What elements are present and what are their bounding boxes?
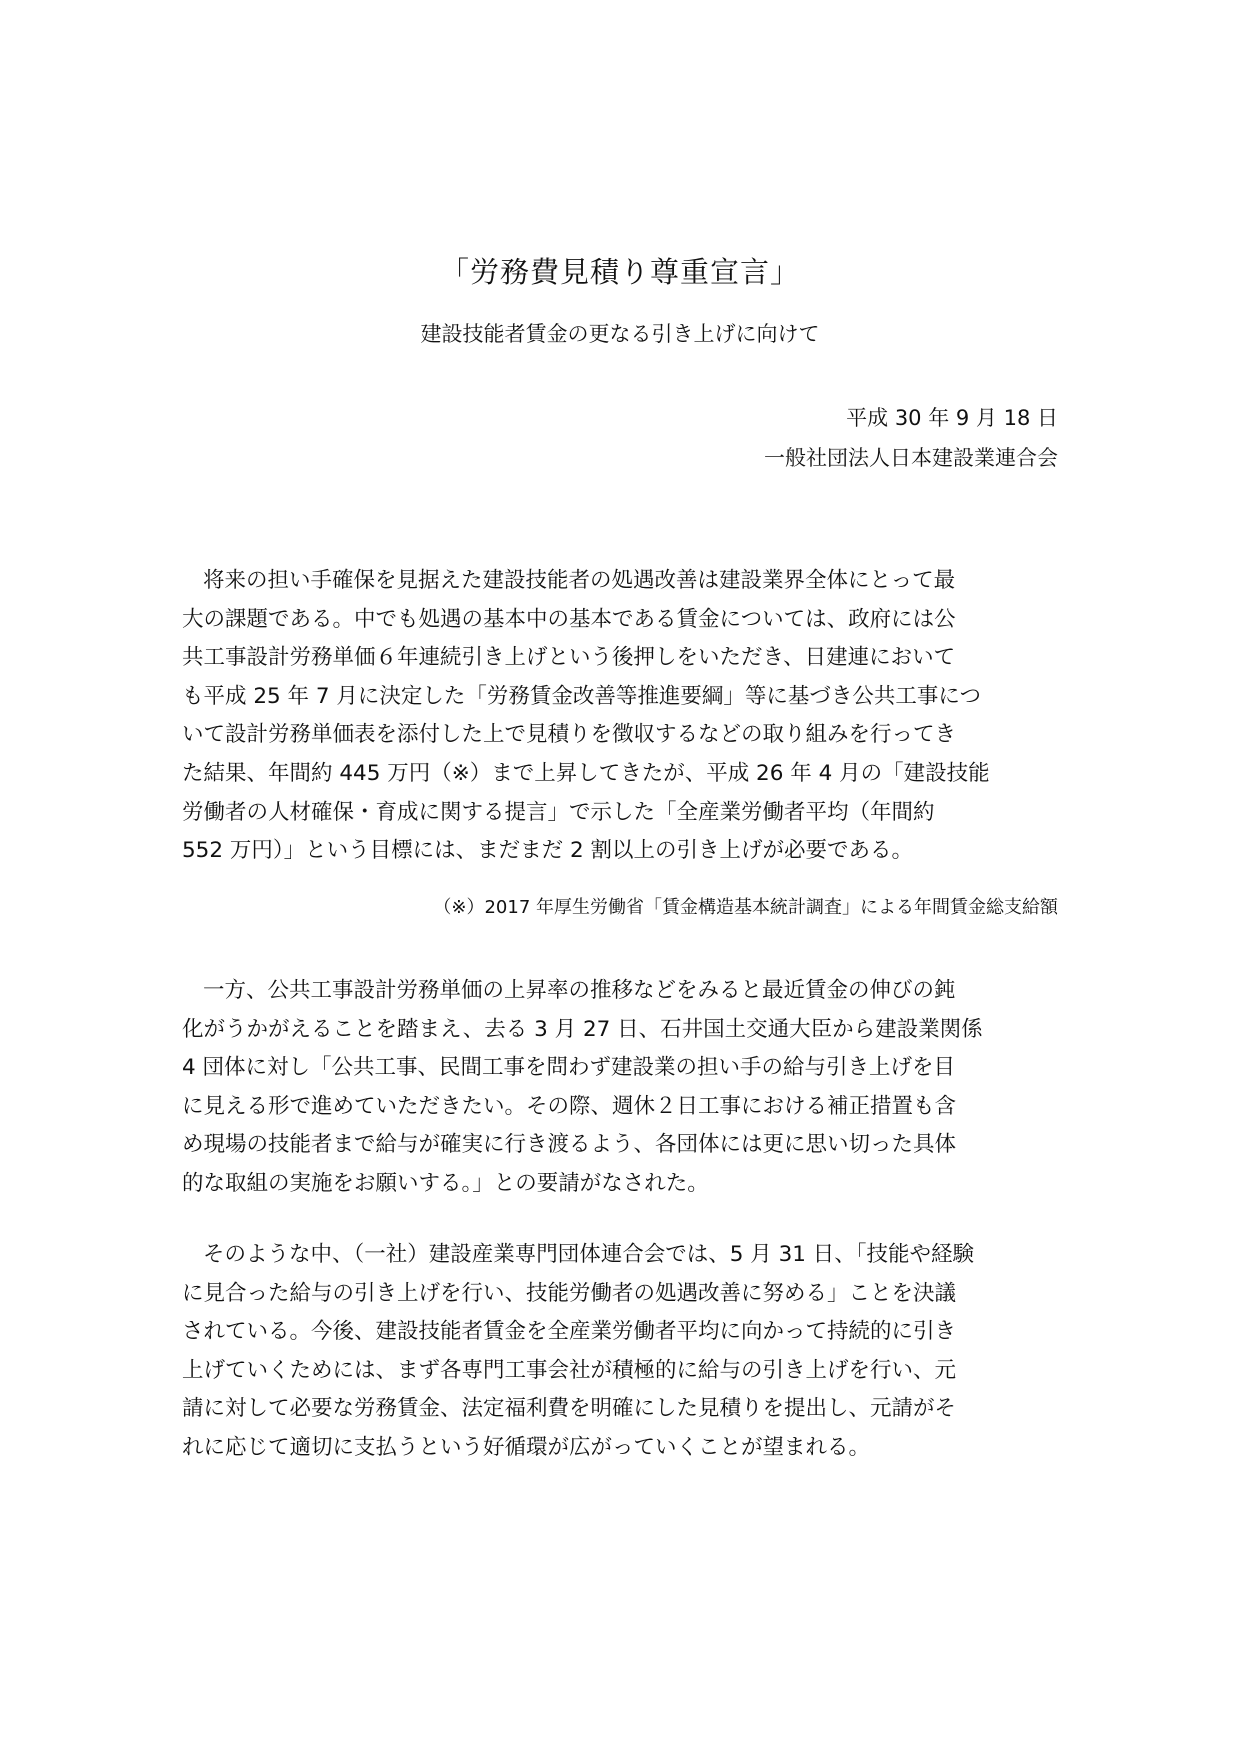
paragraph-line: た結果、年間約 445 万円（※）まで上昇してきたが、平成 26 年 4 月の「建設技能 — [182, 760, 990, 786]
paragraph-line: れに応じて適切に支払うという好循環が広がっていくことが望まれる。 — [182, 1434, 871, 1460]
paragraph-line: 的な取組の実施をお願いする。」との要請がなされた。 — [182, 1170, 709, 1196]
paragraph-line: 化がうかがえることを踏まえ、去る 3 月 27 日、石井国土交通大臣から建設業関係 — [182, 1016, 983, 1042]
paragraph-line: も平成 25 年 7 月に決定した「労務賃金改善等推進要綱」等に基づき公共工事につ — [182, 683, 981, 709]
paragraph-line: め現場の技能者まで給与が確実に行き渡るよう、各団体には更に思い切った具体 — [182, 1132, 957, 1158]
paragraph-resolution — [182, 1236, 1058, 1468]
paragraph-line: そのような中、（一社）建設産業専門団体連合会では、5 月 31 日、「技能や経験 — [203, 1242, 975, 1267]
paragraph-line: されている。今後、建設技能者賃金を全産業労働者平均に向かって持続的に引き — [182, 1319, 957, 1345]
paragraph-line: に見合った給与の引き上げを行い、技能労働者の処遇改善に努める」ことを決議 — [182, 1280, 957, 1306]
paragraph-line: 一方、公共工事設計労務単価の上昇率の推移などをみると最近賃金の伸びの鈍 — [203, 978, 956, 1003]
document-title: 「労務費見積り尊重宣言」 — [439, 255, 800, 289]
paragraph-line: 上げていくためには、まず各専門工事会社が積極的に給与の引き上げを行い、元 — [182, 1357, 957, 1383]
paragraph-line: 労働者の人材確保・育成に関する提言」で示した「全産業労働者平均（年間約 — [182, 799, 935, 825]
document-date: 平成 30 年 9 月 18 日 — [846, 406, 1058, 430]
paragraph-line: 4 団体に対し「公共工事、民間工事を問わず建設業の担い手の給与引き上げを目 — [182, 1055, 956, 1081]
paragraph-line: 共工事設計労務単価６年連続引き上げという後押しをいただき、日建連において — [182, 645, 956, 671]
paragraph-line: 将来の担い手確保を見据えた建設技能者の処遇改善は建設業界全体にとって最 — [203, 568, 956, 593]
paragraph-intro — [182, 562, 1058, 871]
document-subtitle: 建設技能者賃金の更なる引き上げに向けて — [420, 322, 820, 346]
issuing-organization: 一般社団法人日本建設業連合会 — [764, 446, 1058, 470]
paragraph-line: 大の課題である。中でも処遇の基本中の基本である賃金については、政府には公 — [182, 606, 956, 632]
paragraph-line: に見える形で進めていただきたい。その際、週休２日工事における補正措置も含 — [182, 1093, 957, 1119]
paragraph-line: 552 万円）」という目標には、まだまだ 2 割以上の引き上げが必要である。 — [182, 838, 913, 864]
paragraph-line: いて設計労務単価表を添付した上で見積りを徴収するなどの取り組みを行ってき — [182, 722, 957, 748]
paragraph-line: 請に対して必要な労務賃金、法定福利費を明確にした見積りを提出し、元請がそ — [182, 1396, 957, 1422]
footnote: （※）2017 年厚生労働省「賃金構造基本統計調査」による年間賃金総支給額 — [433, 897, 1058, 918]
paragraph-request — [182, 972, 1058, 1204]
